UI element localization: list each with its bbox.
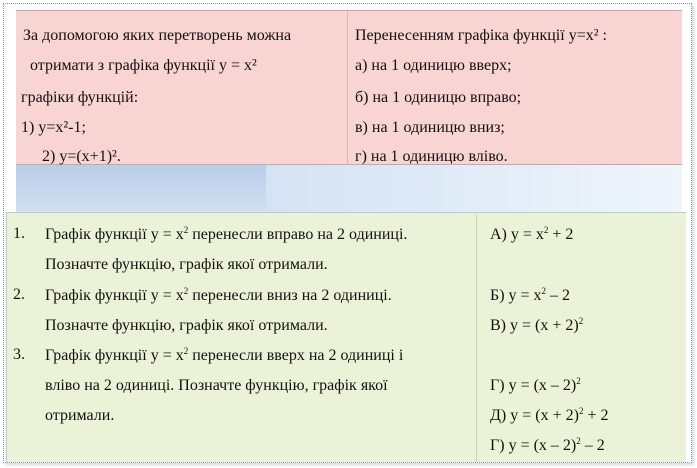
exponent: 2 xyxy=(578,316,584,326)
exponent: 2 xyxy=(543,225,549,235)
blue-band-shade xyxy=(16,165,266,212)
question-line-1: За допомогою яких перетворень можна xyxy=(23,27,292,44)
task-text: перенесли вверх на 2 одиниці і xyxy=(188,347,404,364)
answer-text: Г) у = (х – 2) xyxy=(490,377,577,394)
option-c: в) на 1 одиницю вниз; xyxy=(355,119,505,136)
question-item-1: 1) у=х²-1; xyxy=(21,119,86,136)
top-table xyxy=(16,10,682,165)
exponent: 2 xyxy=(183,286,189,296)
task-text: Графік функції у = х xyxy=(45,347,184,364)
question-line-3: графіки функцій: xyxy=(21,89,139,106)
task-1-line-2: Позначте функцію, графік якої отримали. xyxy=(45,256,328,273)
exponent: 2 xyxy=(576,436,581,446)
task-text: Графік функції у = х xyxy=(45,287,184,304)
answer-b xyxy=(490,287,570,305)
exponent: 2 xyxy=(541,286,547,296)
answer-text: Б) у = х xyxy=(490,287,542,304)
task-text: Графік функції у = х xyxy=(45,226,184,243)
exponent: 2 xyxy=(183,346,189,356)
task-text: перенесли вниз на 2 одиниці. xyxy=(188,287,392,304)
answer-text: Д) у = (х + 2) xyxy=(490,407,579,424)
task-text: перенесли вправо на 2 одиниці. xyxy=(188,226,408,243)
task-2-line-2: Позначте функцію, графік якої отримали. xyxy=(45,317,328,334)
answer-g2 xyxy=(490,437,605,455)
answer-d xyxy=(490,407,608,425)
answer-g xyxy=(490,377,581,395)
option-d: г) на 1 одиницю вліво. xyxy=(355,148,508,165)
exponent: 2 xyxy=(576,376,581,386)
task-3-line-2: вліво на 2 одиниці. Позначте функцію, графік якої xyxy=(45,377,388,394)
option-a: а) на 1 одиницю вверх; xyxy=(355,57,512,74)
options-heading: Перенесенням графіка функції у=х² : xyxy=(355,27,607,44)
top-left-cell xyxy=(16,11,348,164)
answer-text: А) у = х xyxy=(490,226,544,243)
task-number: 1. xyxy=(13,225,25,242)
question-line-2: отримати з графіка функції у = х² xyxy=(30,57,257,74)
question-item-2: 2) у=(х+1)². xyxy=(42,148,121,165)
answer-text: В) у = (х + 2) xyxy=(490,317,579,334)
task-1-line-1 xyxy=(45,226,407,244)
task-3-line-3: отримали. xyxy=(45,407,115,424)
option-b: б) на 1 одиницю вправо; xyxy=(355,89,522,106)
column-divider xyxy=(476,212,477,462)
answer-a xyxy=(490,226,573,244)
answer-text: – 2 xyxy=(580,437,605,454)
top-right-cell xyxy=(349,11,682,164)
answer-text: + 2 xyxy=(583,407,609,424)
task-3-line-1 xyxy=(45,347,403,365)
answer-v xyxy=(490,317,583,335)
answer-text: + 2 xyxy=(548,226,574,243)
blue-band xyxy=(16,165,682,212)
exponent: 2 xyxy=(183,225,189,235)
task-number: 2. xyxy=(13,286,25,303)
exponent: 2 xyxy=(578,406,584,416)
task-number: 3. xyxy=(13,346,25,363)
answer-text: – 2 xyxy=(546,287,571,304)
task-2-line-1 xyxy=(45,287,392,305)
answer-text: Г) у = (х – 2) xyxy=(490,437,577,454)
